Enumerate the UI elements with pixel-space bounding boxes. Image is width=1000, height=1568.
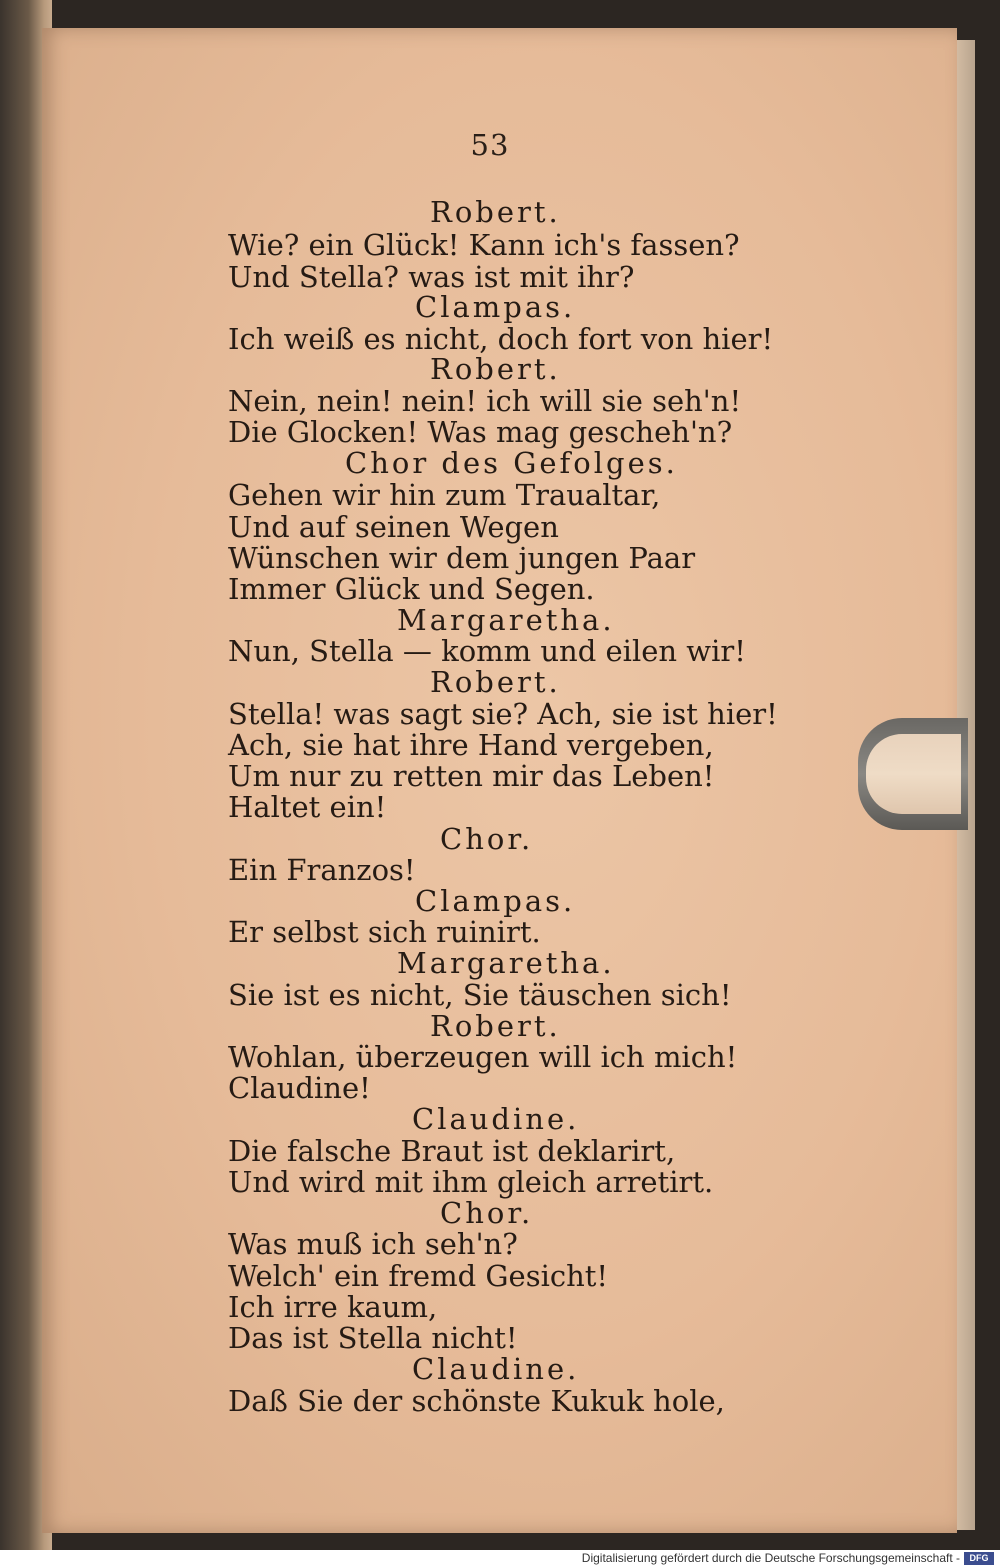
paper-clip-inner: [866, 734, 961, 814]
speaker-name: Clampas.: [415, 884, 576, 918]
text-line: Die falsche Braut ist deklarirt,: [228, 1134, 676, 1168]
text-line: Das ist Stella nicht!: [228, 1321, 518, 1355]
text-line: Um nur zu retten mir das Leben!: [228, 759, 715, 793]
text-line: Nun, Stella — komm und eilen wir!: [228, 634, 746, 668]
speaker-name: Clampas.: [415, 290, 576, 324]
text-line: Daß Sie der schönste Kukuk hole,: [228, 1384, 725, 1418]
text-line: Welch' ein fremd Gesicht!: [228, 1259, 609, 1293]
text-line: Immer Glück und Segen.: [228, 572, 595, 606]
speaker-name: Robert.: [430, 1009, 561, 1043]
text-line: Und auf seinen Wegen: [228, 510, 559, 544]
text-line: Ein Franzos!: [228, 853, 416, 887]
text-line: Sie ist es nicht, Sie täuschen sich!: [228, 978, 732, 1012]
text-line: Wohlan, überzeugen will ich mich!: [228, 1040, 738, 1074]
speaker-name: Chor.: [440, 822, 534, 856]
text-line: Ich irre kaum,: [228, 1290, 438, 1324]
text-line: Die Glocken! Was mag gescheh'n?: [228, 415, 733, 449]
text-line: Er selbst sich ruinirt.: [228, 915, 541, 949]
text-line: Stella! was sagt sie? Ach, sie ist hier!: [228, 697, 778, 731]
speaker-name: Margaretha.: [397, 603, 615, 637]
speaker-name: Claudine.: [412, 1102, 580, 1136]
text-line: Claudine!: [228, 1071, 371, 1105]
speaker-name: Claudine.: [412, 1352, 580, 1386]
text-line: Ich weiß es nicht, doch fort von hier!: [228, 322, 774, 356]
text-line: Ach, sie hat ihre Hand vergeben,: [228, 728, 714, 762]
speaker-name: Margaretha.: [397, 946, 615, 980]
dfg-logo: DFG: [964, 1552, 994, 1565]
text-line: Und wird mit ihm gleich arretirt.: [228, 1165, 714, 1199]
text-line: Gehen wir hin zum Traualtar,: [228, 478, 661, 512]
text-line: Haltet ein!: [228, 790, 387, 824]
speaker-name: Chor.: [440, 1196, 534, 1230]
text-line: Wie? ein Glück! Kann ich's fassen?: [228, 228, 740, 262]
text-line: Nein, nein! nein! ich will sie seh'n!: [228, 384, 742, 418]
footer-credit: Digitalisierung gefördert durch die Deutsche Forschungsgemeinschaft -: [581, 1551, 960, 1565]
speaker-name: Robert.: [430, 665, 561, 699]
text-line: Und Stella? was ist mit ihr?: [228, 260, 635, 294]
speaker-name: Robert.: [430, 352, 561, 386]
text-line: Was muß ich seh'n?: [228, 1227, 518, 1261]
text-line: Wünschen wir dem jungen Paar: [228, 541, 696, 575]
speaker-name: Robert.: [430, 195, 561, 229]
speaker-name: Chor des Gefolges.: [345, 446, 678, 480]
page-number: 53: [470, 128, 510, 162]
